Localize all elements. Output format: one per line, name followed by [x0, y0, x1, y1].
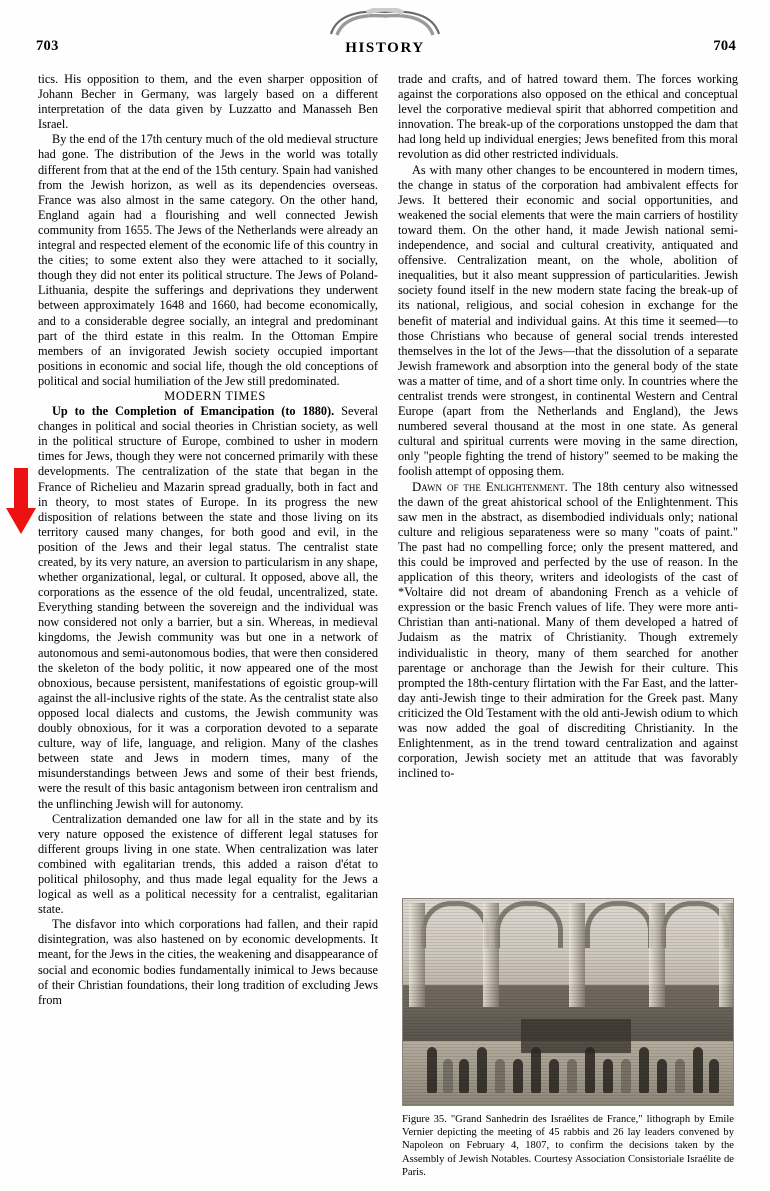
paragraph-body: Centralization demanded one law for all in the state and by its very nature opposed the existence of different legal statuses for different groups living in one state. When centralization was later combined with egalitarian trends, this added a raison d'état to political philosophy, and thus made legal equality for the Jews a logical as well as a political necessity for a centralist, egalitarian state. — [38, 811, 378, 917]
paragraph-body: Several changes in political and social theories in Christian society, as well in the political structure of Europe, combined to usher in modern times for Jews, though they were not concerned primarily with these developments. The centralization of the state that began in the France of Richelieu and Mazarin spread gradually, both in fact and in theory, to most states of Europe. In its progress the new disposition of relations between the state and those living on its territory caused many changes, for both good and evil, in the position of the Jews and their legal status. The centralist state created, by its very nature, an aversion to particularism in any shape, whether organizational, legal, or cultural. It opposed, above all, the corporations as the essence of the old feudal, uncentralized, state. Everything standing between the sovereign and the individual was now considered not only a barrier, but a sin. Whereas, in medieval kingdoms, the Jewish community was but one in a network of autonomous and semi-autonomous bodies, that were then considered the skeleton of the body politic, it now appeared one of the most obnoxious, because persistent, manifestations of egoistic group-will against the all-inclusive rights of the state. As the centralist state also opposed local dialects and customs, the Jewish community was doubly obnoxious, for it was a corporation devoted to a separate culture, way of life, language, and religion. Many of the clashes between state and Jews in modern times, many of the misunderstandings between Jews and some of their best friends, were the result of this basic antagonism between iron centralism and the unflinching Jewish will for autonomy. — [38, 404, 379, 811]
running-head: HISTORY — [345, 40, 425, 56]
red-down-arrow — [6, 468, 36, 536]
subsection-paragraph — [38, 404, 378, 812]
paragraph: trade and crafts, and of hatred toward them. The forces working against the corporations also opposed on the ethical and conceptual level the corporative medieval spirit that abhorred competition and innovation. The break-up of the corporations unstopped the dam that had long held up individual energies; Jews benefited from this moral revolution as did other restricted individuals. — [398, 72, 738, 162]
page-header — [0, 0, 770, 68]
header-ornament-icon — [327, 8, 443, 38]
paragraph: The disfavor into which corporations had fallen, and their rapid disintegration, was also hastened on by economic developments. It meant, for the Jews in the cities, the weakening and disappearance of social and economic bodies fundamentally inimical to Jews because of their Christian foundations, their long tradition of excluding Jews from — [38, 917, 378, 1007]
figure-image-grand-sanhedrin — [402, 898, 734, 1106]
figure-caption: Figure 35. "Grand Sanhedrin des Israélites de France," lithograph by Emile Vernier depicting the meeting of 45 rabbis and 26 lay leaders convened by Napoleon on February 4, 1807, to confirm the decisions taken by the Assembly of Jewish Notables. Courtesy Association Consistoriale Israélite de Paris. — [402, 1114, 734, 1178]
paragraph: As with many other changes to be encountered in modern times, the change in status of the corporation had ambivalent effects for Jews. It bettered their economic and social opportunities, and weakened the social elements that were the main carriers of hostility toward them. On the other hand, it made Jewish national semi-independence, and social and cultural creativity, antiquated and offensive. Centralization meant, on the whole, abolition of inequalities, but it also meant suppression of particularities. Jewish society found itself in the new modern state facing the break-up of its national, religious, and social cohesion in exchange for the benefit of material and individual gains. At this time it seemed—to those Christians who because of general social trends interested themselves in the lot of the Jews—that the dissolution of a separate Jewish framework and absorption into the general body of the state was a matter of time, and of a short time only. In countries where the centralist trends were strongest, in continental Western and Central Europe (apart from the Netherlands and England), the Jews numbered several thousand at the most in one state. As general cultural and spiritual currents were moving in the same direction, only "people fighting the trend of history" seemed to be making the foolish attempt of opposing them. — [398, 162, 738, 479]
paragraph: By the end of the 17th century much of the old medieval structure had gone. The distribution of the Jews in the world was totally different from that at the end of the 15th century. Spain had vanished from the Jewish horizon, as well as its dependencies overseas. France was also almost in the same category. On the other hand, England again had a flourishing and well connected Jewish community from 1655. The Jews of the Netherlands were already an integral and respected element of the economic life of this country in the cities; to some extent also they were attached to it socially, though they did not enter its political structure. The Jews of Poland-Lithuania, despite the sufferings and deprivations they underwent between approximately 1648 and 1660, had become economically, and to a considerable degree socially, an integral and predominant part of the third estate in this realm. In the Ottoman Empire members of an invigorated Jewish society occupied important positions in economic and social life, though the old conceptions of political and social humiliation of the Jew still predominated. — [38, 132, 378, 388]
subsection-run-in-heading: Up to the Completion of Emancipation (to 1880). — [52, 404, 335, 419]
section-heading: MODERN TIMES — [164, 388, 266, 403]
left-column — [38, 72, 378, 1008]
paragraph — [38, 812, 378, 918]
right-column — [398, 72, 738, 781]
figure-35 — [402, 898, 734, 1179]
folio-left: 703 — [36, 38, 59, 54]
folio-right: 704 — [713, 38, 736, 54]
dawn-paragraph — [398, 480, 738, 782]
paragraph: tics. His opposition to them, and the even sharper opposition of Johann Becher in Germany, was largely based on a different interpretation of the data given by Luzzatto and Manasseh Ben Israel. — [38, 72, 378, 132]
dawn-of-enlightenment-heading: Dawn of the Enlightenment. — [412, 479, 568, 494]
paragraph-body: The 18th century also witnessed the dawn of the great ahistorical school of the Enlightenment. This saw men in the abstract, as disembodied individuals only; national culture and religious separateness were so many "coats of paint." The past had no compelling force; only the present mattered, and this could be improved and perfected by the use of reason. In the application of this theory, writers and ideologists of the cast of *Voltaire did not dream of abandoning French as a vehicle of expression or the basic French values of life. They were more anti-Christian than anti-national. Many of them developed a hatred of Judaism as the matrix of Christianity. Though extremely individualistic in theory, many of them searched for another parentage or anchorage than the Jewish for their culture. This prompted the 18th-century flirtation with the Far East, and the latter-day anti-Jewish tinge to their admiration for the Greek past. Many criticized the Old Testament with the old anti-Jewish odium to which was now added the goal of discrediting Christianity. In the Enlightenment, as in the trend toward centralization and against corporation, Jewish society met an attitude that was favorably inclined to- — [398, 479, 738, 781]
